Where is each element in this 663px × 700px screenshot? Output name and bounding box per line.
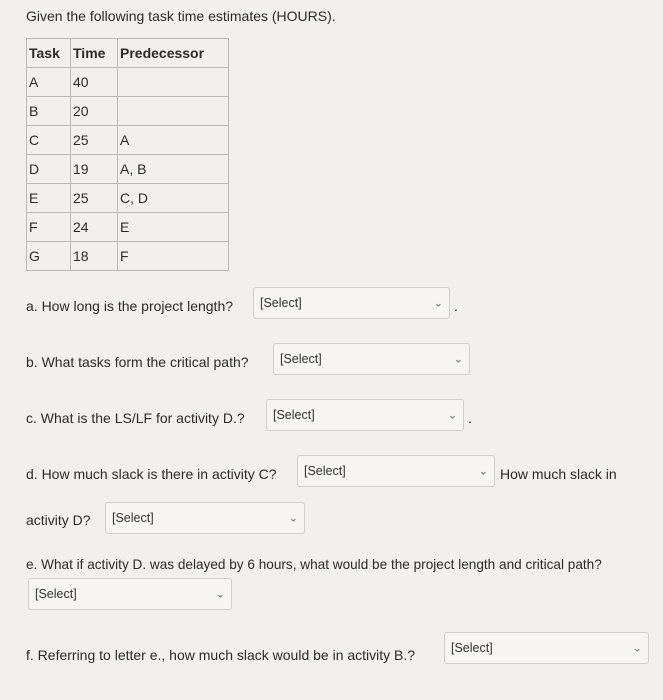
cell-task: A [27, 68, 71, 97]
cell-predecessor: F [118, 242, 229, 271]
select-label: [Select] [35, 587, 77, 601]
question-c-text: c. What is the LS/LF for activity D.? [26, 410, 245, 426]
cell-time: 25 [71, 126, 118, 155]
cell-time: 24 [71, 213, 118, 242]
table-row [27, 184, 229, 213]
select-label: [Select] [304, 464, 346, 478]
question-d-select[interactable] [297, 455, 495, 487]
select-label: [Select] [112, 511, 154, 525]
question-d2-select[interactable] [105, 502, 305, 534]
chevron-down-icon: ⌄ [433, 297, 443, 310]
cell-predecessor [118, 68, 229, 97]
select-label: [Select] [451, 641, 493, 655]
table-row [27, 68, 229, 97]
chevron-down-icon: ⌄ [453, 353, 463, 366]
table-header-row [27, 39, 229, 68]
cell-time: 40 [71, 68, 118, 97]
table-row [27, 213, 229, 242]
cell-predecessor: C, D [118, 184, 229, 213]
period-mark: . [468, 410, 472, 426]
question-d-tail-text: How much slack in [500, 466, 617, 482]
cell-task: E [27, 184, 71, 213]
table-row [27, 242, 229, 271]
question-b-select[interactable] [273, 343, 470, 375]
select-label: [Select] [280, 352, 322, 366]
table-row [27, 97, 229, 126]
question-f-select[interactable] [444, 632, 649, 664]
question-d2-text: activity D? [26, 512, 91, 528]
question-f-text: f. Referring to letter e., how much slack would be in activity B.? [26, 647, 416, 663]
question-c-select[interactable] [266, 399, 464, 431]
cell-task: G [27, 242, 71, 271]
question-d-text: d. How much slack is there in activity C? [26, 466, 277, 482]
cell-predecessor: A [118, 126, 229, 155]
cell-task: D [27, 155, 71, 184]
period-mark: . [454, 298, 458, 314]
cell-task: B [27, 97, 71, 126]
header-predecessor: Predecessor [118, 39, 229, 68]
cell-task: C [27, 126, 71, 155]
question-e-select[interactable] [28, 578, 232, 610]
header-task: Task [27, 39, 71, 68]
chevron-down-icon: ⌄ [632, 642, 642, 655]
question-b-text: b. What tasks form the critical path? [26, 354, 249, 370]
cell-predecessor [118, 97, 229, 126]
select-label: [Select] [260, 296, 302, 310]
cell-time: 18 [71, 242, 118, 271]
intro-text: Given the following task time estimates (HOURS). [26, 8, 336, 24]
chevron-down-icon: ⌄ [215, 588, 225, 601]
task-table [26, 38, 229, 271]
header-time: Time [71, 39, 118, 68]
cell-time: 19 [71, 155, 118, 184]
cell-time: 25 [71, 184, 118, 213]
cell-task: F [27, 213, 71, 242]
select-label: [Select] [273, 408, 315, 422]
table-row [27, 126, 229, 155]
cell-predecessor: A, B [118, 155, 229, 184]
question-a-select[interactable] [253, 287, 450, 319]
cell-time: 20 [71, 97, 118, 126]
table-row [27, 155, 229, 184]
chevron-down-icon: ⌄ [478, 465, 488, 478]
chevron-down-icon: ⌄ [288, 512, 298, 525]
chevron-down-icon: ⌄ [447, 409, 457, 422]
question-a-text: a. How long is the project length? [26, 298, 234, 314]
cell-predecessor: E [118, 213, 229, 242]
question-e-text: e. What if activity D. was delayed by 6 hours, what would be the project length and critical path? [26, 557, 602, 572]
